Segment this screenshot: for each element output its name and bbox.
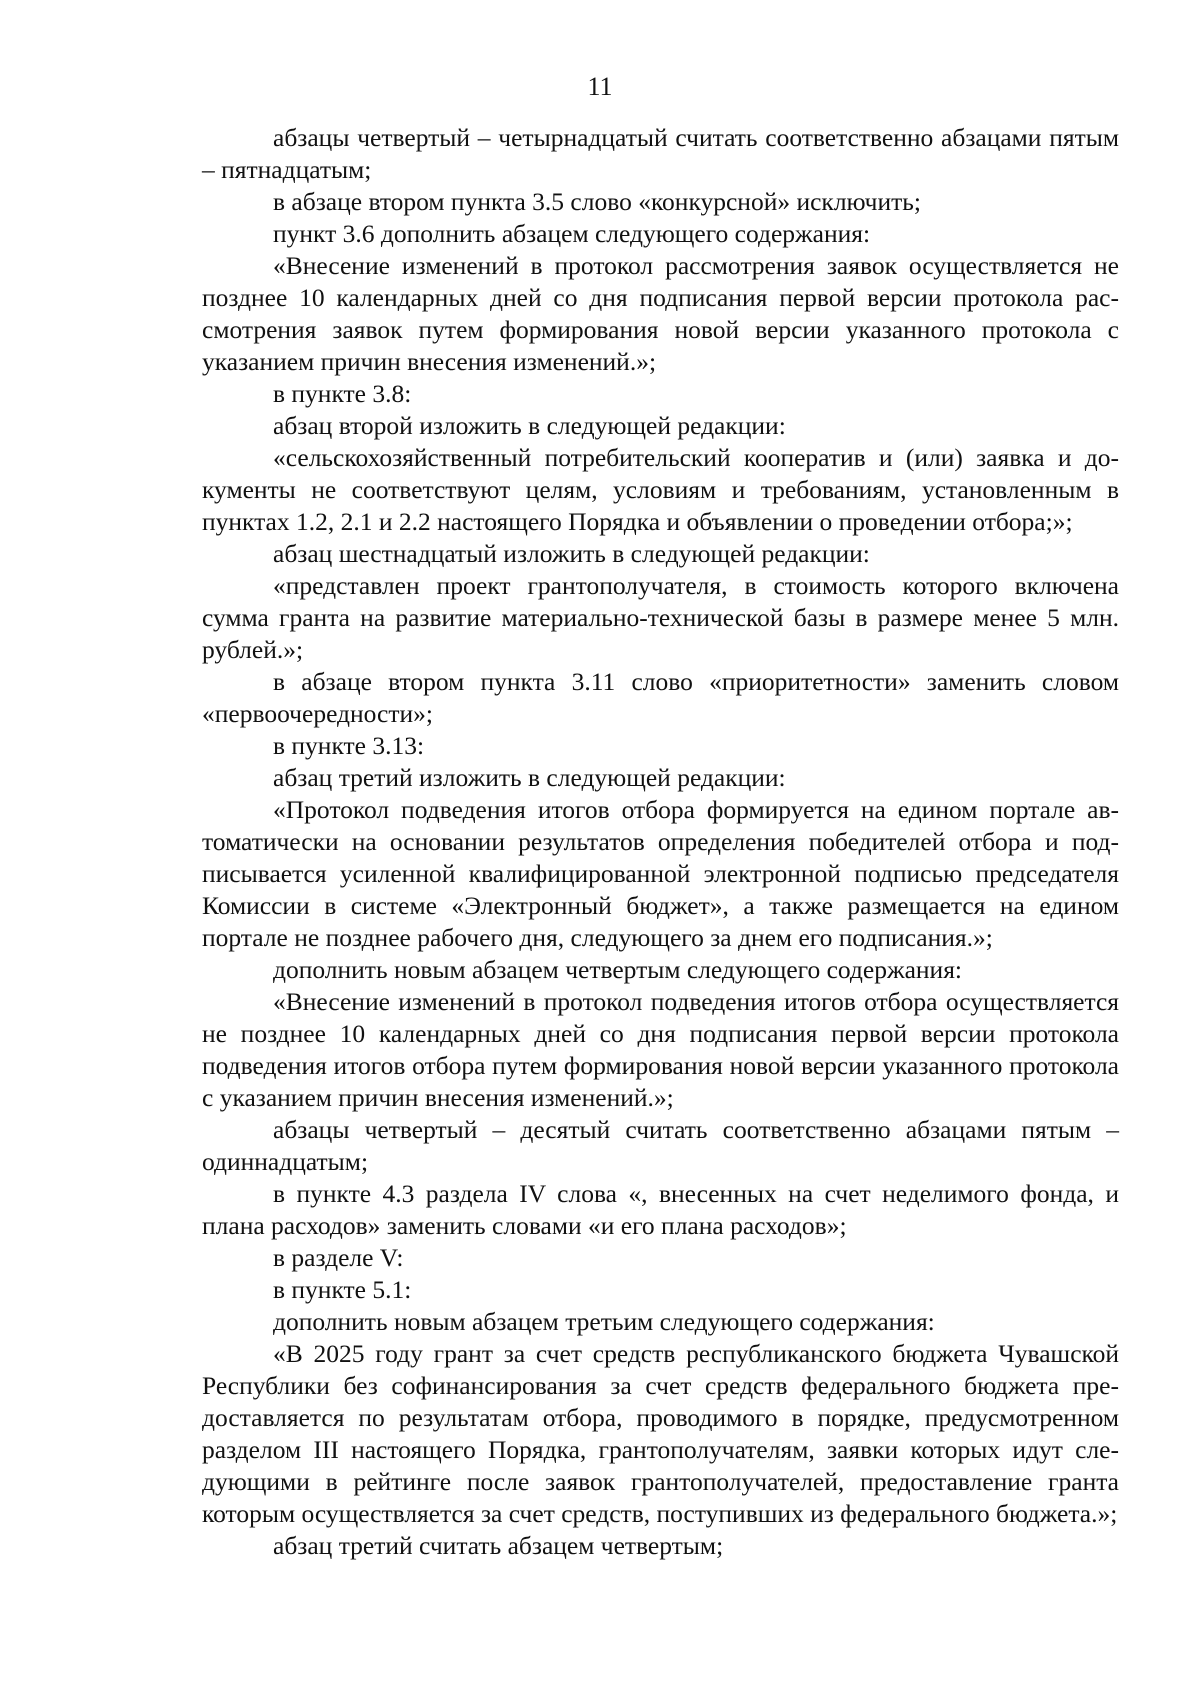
paragraph: пункт 3.6 дополнить абзацем следующего содержания:	[273, 219, 871, 248]
paragraph: «Внесение изменений в протокол подведения итогов отбора осуществляется не позднее 10 календарных дней со дня подписания первой версии протокола подведения итогов отбора путем формирования новой версии указанного протокола с указанием причин внесения изменений.»;	[202, 987, 1119, 1112]
paragraph: в пункте 3.8:	[273, 379, 412, 408]
paragraph: «В 2025 году грант за счет средств республиканского бюджета Чувашской Республики без софинансирования за счет средств федерального бюджета предоставляется по результатам отбора, проводимого в порядке, предусмотренном разделом III настоящего Порядка, грантополучателям, заявки которых идут следующими в рейтинге после заявок грантополучателей, предоставление гранта которым осуществляется за счет средств, поступивших из федерального бюджета.»;	[202, 1339, 1119, 1528]
paragraph: абзац второй изложить в следующей редакции:	[273, 411, 786, 440]
paragraph: «сельскохозяйственный потребительский кооператив и (или) заявка и документы не соответствуют целям, условиям и требованиям, установленным в пунктах 1.2, 2.1 и 2.2 настоящего Порядка и объявлении о проведении отбора;»;	[202, 443, 1119, 536]
paragraph: абзац третий изложить в следующей редакции:	[273, 763, 786, 792]
paragraph: абзацы четвертый – десятый считать соответственно абзацами пятым – одиннадцатым;	[202, 1115, 1119, 1176]
paragraph: абзац шестнадцатый изложить в следующей редакции:	[273, 539, 870, 568]
paragraph: «Внесение изменений в протокол рассмотрения заявок осуществляется не позднее 10 календарных дней со дня подписания первой версии протокола рассмотрения заявок путем формирования новой версии указанного протокола с указанием причин внесения изменений.»;	[202, 251, 1119, 376]
paragraph: абзацы четвертый – четырнадцатый считать соответственно абзацами пятым – пятнадцатым;	[202, 123, 1119, 184]
paragraph: в абзаце втором пункта 3.5 слово «конкурсной» исключить;	[273, 187, 921, 216]
paragraph: в абзаце втором пункта 3.11 слово «приоритетности» заменить словом «первоочередности»;	[202, 667, 1119, 728]
paragraph: в пункте 5.1:	[273, 1275, 412, 1304]
paragraph: дополнить новым абзацем четвертым следующего содержания:	[273, 955, 963, 984]
paragraph: в пункте 4.3 раздела IV слова «, внесенных на счет неделимого фонда, и плана расходов» заменить словами «и его плана расходов»;	[202, 1179, 1119, 1240]
page-number: 11	[587, 72, 613, 101]
paragraph: в пункте 3.13:	[273, 731, 425, 760]
document-body	[202, 122, 1119, 1562]
paragraph: «представлен проект грантополучателя, в стоимость которого включена сумма гранта на развитие материально-технической базы в размере менее 5 млн. рублей.»;	[202, 571, 1119, 664]
paragraph: абзац третий считать абзацем четвертым;	[273, 1531, 724, 1560]
paragraph: «Протокол подведения итогов отбора формируется на едином портале автоматически на основании результатов определения победителей отбора и подписывается усиленной квалифицированной электронной подписью председателя Комиссии в системе «Электронный бюджет», а также размещается на едином портале не позднее рабочего дня, следующего за днем его подписания.»;	[202, 795, 1119, 952]
paragraph: в разделе V:	[273, 1243, 404, 1272]
paragraph: дополнить новым абзацем третьим следующего содержания:	[273, 1307, 935, 1336]
